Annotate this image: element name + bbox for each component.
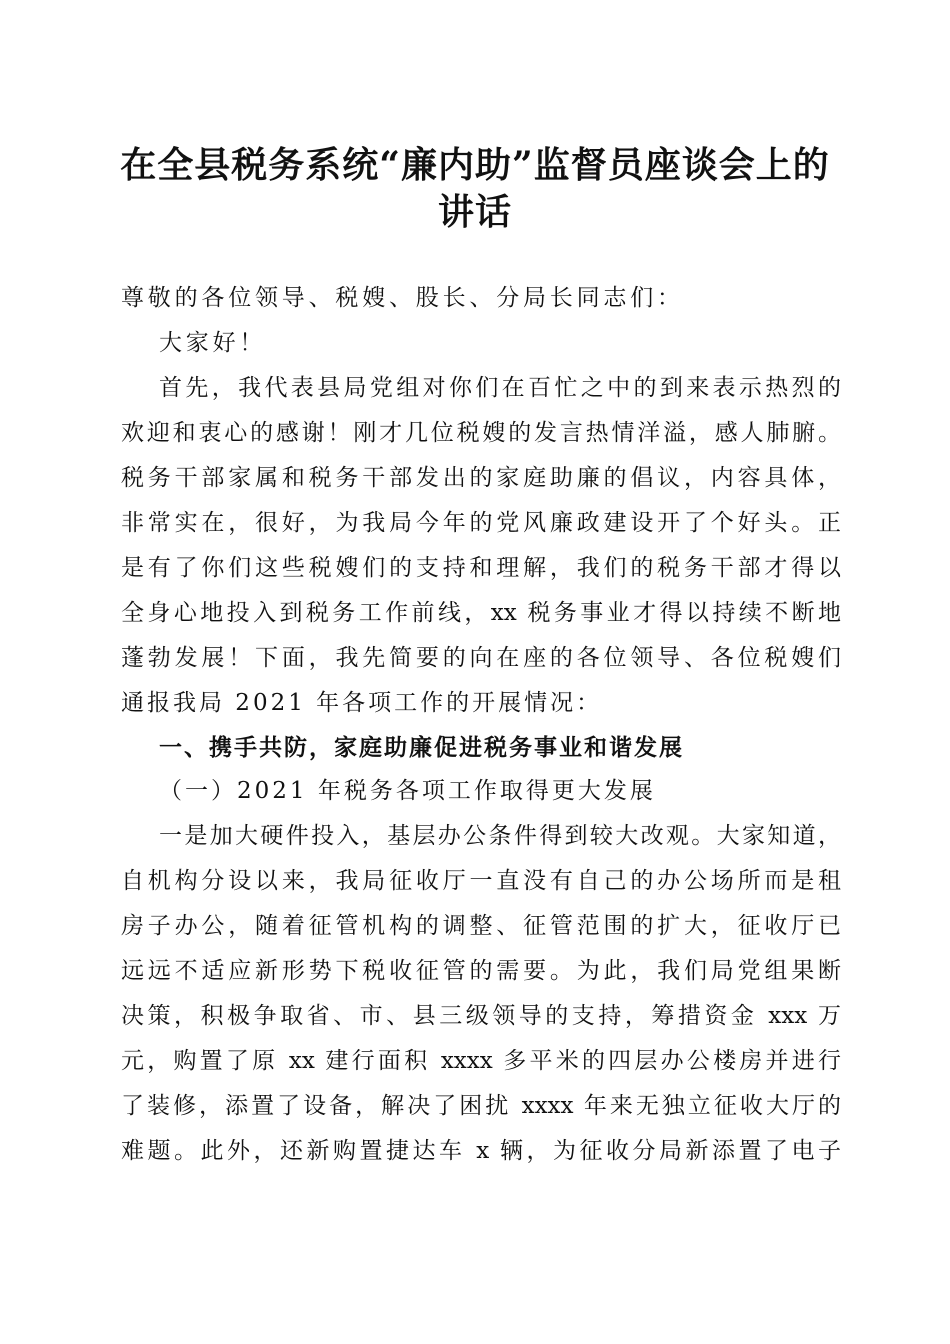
body-line: 元，购置了原 xx 建行面积 xxxx 多平米的四层办公楼房并进行: [121, 1048, 841, 1074]
body-line: 全身心地投入到税务工作前线，xx 税务事业才得以持续不断地: [121, 600, 841, 626]
document-title-line-1: 在全县税务系统“廉内助”监督员座谈会上的: [120, 144, 830, 186]
body-line: 非常实在，很好，为我局今年的党风廉政建设开了个好头。正: [121, 510, 841, 536]
body-line: 首先，我代表县局党组对你们在百忙之中的到来表示热烈的: [159, 375, 841, 401]
body-line: 房子办公，随着征管机构的调整、征管范围的扩大，征收厅已: [121, 913, 841, 939]
subsection-heading: （一）2021 年税务各项工作取得更大发展: [159, 778, 656, 804]
body-line: 欢迎和衷心的感谢！刚才几位税嫂的发言热情洋溢，感人肺腑。: [121, 420, 841, 446]
greeting: 大家好！: [159, 330, 267, 356]
body-line: 难题。此外，还新购置捷达车 x 辆，为征收分局新添置了电子: [121, 1138, 841, 1164]
salutation: 尊敬的各位领导、税嫂、股长、分局长同志们：: [121, 285, 684, 311]
body-line: 了装修，添置了设备，解决了困扰 xxxx 年来无独立征收大厅的: [121, 1093, 841, 1119]
body-line: 税务干部家属和税务干部发出的家庭助廉的倡议，内容具体，: [121, 465, 841, 491]
body-line: 一是加大硬件投入，基层办公条件得到较大改观。大家知道，: [159, 823, 841, 849]
body-line: 远远不适应新形势下税收征管的需要。为此，我们局党组果断: [121, 958, 841, 984]
body-line: 自机构分设以来，我局征收厅一直没有自己的办公场所而是租: [121, 868, 841, 894]
body-line: 通报我局 2021 年各项工作的开展情况：: [121, 690, 603, 716]
document-title-line-2: 讲话: [437, 191, 512, 233]
body-line: 是有了你们这些税嫂们的支持和理解，我们的税务干部才得以: [121, 555, 841, 581]
section-heading: 一、携手共防，家庭助廉促进税务事业和谐发展: [159, 735, 684, 761]
body-line: 蓬勃发展！下面，我先简要的向在座的各位领导、各位税嫂们: [121, 645, 841, 671]
body-line: 决策，积极争取省、市、县三级领导的支持，筹措资金 xxx 万: [121, 1003, 841, 1029]
